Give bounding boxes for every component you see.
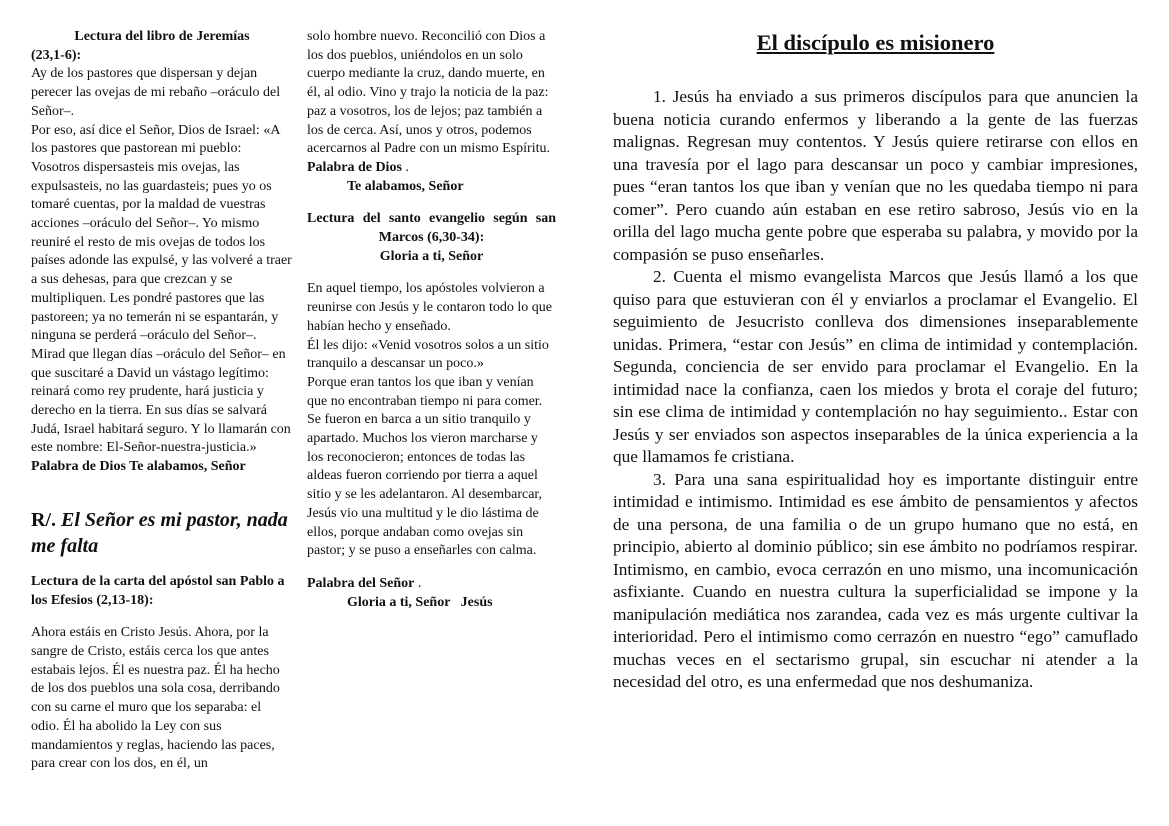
gospel-acclamation: Gloria a ti, Señor — [379, 248, 484, 264]
gospel-paragraph-1: En aquel tiempo, los apóstoles volvieron a reunirse con Jesús y le contaron todo lo que habían hecho y enseñado. — [307, 281, 552, 334]
jeremiah-reference: (23,1-6): — [31, 47, 82, 63]
left-column — [31, 28, 293, 774]
gospel-closing: Palabra del Señor — [307, 575, 415, 591]
page-title: El discípulo es misionero — [756, 30, 995, 55]
ephesians-continuation — [307, 28, 556, 178]
reflection-paragraph-3: 3. Para una sana espiritualidad hoy es importante distinguir entre intimidad e intimismo. Intimidad es ese ámbito de pensamientos y afectos de una persona, de una familia o de un grupo humano que no está, en principio, abierto al dominio público; sin ese ámbito no podríamos respirar. Intimismo, en cambio, evoca cerrazón en uno mismo, una incomunicación asfixiante. Cuando en nuestra cultura la superficialidad se impone y la manipulación mediática nos zarandea, cada vez es más urgente cultivar la interioridad. Pero el intimismo como cerrazón en nuestro “ego” camuflado muchas veces en el sectarismo grupal, sin escuchar ni atender a la necesidad del otro, es una enfermedad que nos deshumaniza. — [613, 469, 1138, 691]
psalm-response — [31, 507, 293, 559]
right-column — [613, 28, 1138, 694]
gospel-paragraph-3: Porque eran tantos los que iban y venían que no encontraban tiempo ni para comer. Se fueron en barca a un sitio tranquilo y apartado. Muchos los vieron marcharse y los reconocieron; entonces de todas las aldeas fueron corriendo por tierra a aquel sitio y se les adelantaron. Al desembarcar, Jesús vio una multitud y le dio lástima de ellos, porque andaban como ovejas sin pastor; y se puso a enseñarles con calma. — [307, 374, 543, 559]
ephesians-closing-dot: . — [401, 159, 409, 175]
gospel-closing-dot: . — [414, 575, 422, 591]
ephesians-heading: Lectura de la carta del apóstol san Pablo a los Efesios (2,13-18): — [31, 573, 285, 608]
middle-column — [307, 28, 556, 612]
gospel-closing-line — [307, 575, 556, 594]
ephesians-continuation-text: solo hombre nuevo. Reconcilió con Dios a los dos pueblos, uniéndolos en un solo cuerpo mediante la cruz, dando muerte, en él, al odio. Vino y trajo la noticia de la paz: paz a vosotros, los de lejos; paz también a los de cerca. Así, unos y otros, podemos acercarnos al Padre con un mismo Espíritu. — [307, 29, 550, 157]
gospel-heading: Lectura del santo evangelio según san Marcos (6,30-34): — [307, 211, 556, 246]
jeremiah-paragraph-2: Por eso, así dice el Señor, Dios de Israel: «A los pastores que pastorean mi pueblo: Vosotros dispersasteis mis ovejas, las expulsasteis, no las guardasteis; pues yo os tomaré cuentas, por la maldad de vuestras acciones –oráculo del Señor–. Yo mismo reuniré el resto de mis ovejas de todos los países adonde las expulsé, y las volveré a traer a sus dehesas, para que crezcan y se multipliquen. Les pondré pastores que las pastoreen; ya no temerán ni se espantarán, y ninguna se perderá –oráculo del Señor–. Mirad que llegan días –oráculo del Señor– en que suscitaré a David un vástago legítimo: reinará como rey prudente, hará justicia y derecho en la tierra. En sus días se salvará Judá, Israel habitará seguro. Y lo llamarán con este nombre: El-Señor-nuestra-justicia.» — [31, 122, 292, 456]
reflection-paragraph-1: 1. Jesús ha enviado a sus primeros discípulos para que anuncien la buena noticia curando enfermos y liberando a la gente de las fuerzas malignas. Regresan muy contentos. Y Jesús quiere retirarse con ellos en una travesía por el lago para descansar un poco y cambiar impresiones, pues “eran tantos los que iban y venían que no les quedaba tiempo ni para comer”. Pero cuando aún estaban en ese retiro sabroso, Jesús vio en la orilla del lago mucha gente pobre que esperaba su palabra, y movido por la compasión se puso enseñarles. — [613, 87, 1138, 264]
jeremiah-closing: Palabra de Dios Te alabamos, Señor — [31, 459, 246, 475]
jeremiah-heading: Lectura del libro de Jeremías — [74, 29, 250, 44]
reflection-paragraph-2: 2. Cuenta el mismo evangelista Marcos que Jesús llamó a los que quiso para que estuvieran con él y enviarlos a proclamar el Evangelio. El seguimiento de Jesucristo conlleva dos dimensiones inseparablemente unidas. Primera, “estar con Jesús” en clima de intimidad y contemplación. Segunda, conciencia de ser envido para proclamar el Evangelio. En la intimidad nace la confianza, caen los miedos y brota el coraje del futuro; sin ese clima de intimidad y contemplación no hay seguimiento.. Estar con Jesús y ser enviados son aspectos inseparables de la única experiencia a la que llamamos fe cristiana. — [613, 267, 1138, 466]
psalm-prefix: R/. — [31, 508, 56, 531]
psalm-text: El Señor es mi pastor, nada me falta — [31, 508, 288, 557]
jeremiah-paragraph-1: Ay de los pastores que dispersan y dejan perecer las ovejas de mi rebaño –oráculo del Señor–. — [31, 66, 281, 119]
gospel-paragraph-2: Él les dijo: «Venid vosotros solos a un sitio tranquilo a descansar un poco.» — [307, 337, 549, 372]
gospel-response: Gloria a ti, Señor Jesús — [347, 594, 493, 610]
ephesians-paragraph: Ahora estáis en Cristo Jesús. Ahora, por la sangre de Cristo, estáis cerca los que antes estabais lejos. Él es nuestra paz. Él ha hecho de los dos pueblos una sola cosa, derribando con su carne el muro que los separaba: el odio. Él ha abolido la Ley con sus mandamientos y reglas, haciendo las paces, para crear con los dos, en él, un — [31, 625, 280, 772]
ephesians-response: Te alabamos, Señor — [347, 178, 464, 194]
ephesians-closing: Palabra de Dios — [307, 159, 402, 175]
